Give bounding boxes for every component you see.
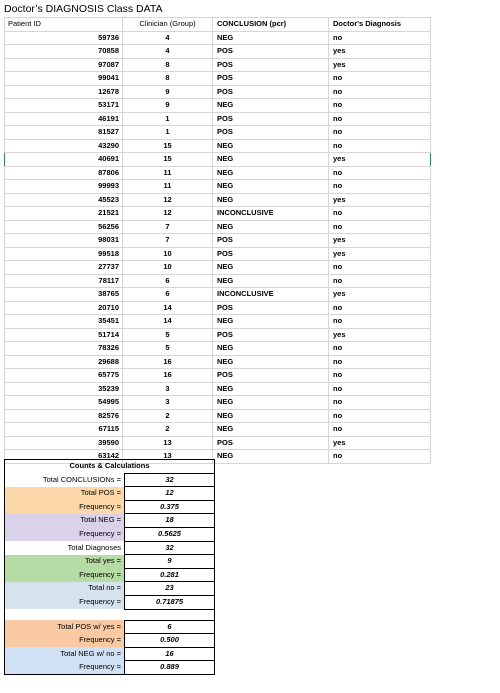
total-pos-value[interactable]: 12 [125, 487, 215, 501]
cell-conclusion[interactable]: NEG [213, 220, 329, 234]
total-neg-value[interactable]: 18 [125, 514, 215, 528]
pos-with-yes-value[interactable]: 6 [125, 620, 215, 634]
table-row [5, 207, 431, 221]
neg-with-no-value[interactable]: 16 [125, 647, 215, 661]
cell-conclusion[interactable]: POS [213, 436, 329, 450]
total-diagnoses-label: Total Diagnoses [5, 541, 125, 555]
cell-diagnosis[interactable]: no [329, 166, 431, 180]
cell-clinician[interactable]: 9 [123, 85, 213, 99]
cell-diagnosis[interactable]: yes [329, 58, 431, 72]
pos-with-yes-label: Total POS w/ yes = [5, 620, 125, 634]
cell-patient-id[interactable]: 98031 [5, 234, 123, 248]
cell-patient-id[interactable]: 70858 [5, 45, 123, 59]
cell-diagnosis[interactable]: no [329, 369, 431, 383]
table-row [5, 85, 431, 99]
cell-clinician[interactable]: 2 [123, 409, 213, 423]
cell-patient-id[interactable]: 99993 [5, 180, 123, 194]
cell-conclusion[interactable]: INCONCLUSIVE [213, 288, 329, 302]
cell-diagnosis[interactable]: no [329, 423, 431, 437]
no-frequency-value[interactable]: 0.71875 [125, 595, 215, 609]
cell-conclusion[interactable]: POS [213, 45, 329, 59]
cell-patient-id[interactable]: 63142 [5, 450, 123, 464]
cell-conclusion[interactable]: NEG [213, 31, 329, 45]
table-row [5, 301, 431, 315]
cell-clinician[interactable]: 12 [123, 193, 213, 207]
cell-patient-id[interactable]: 45523 [5, 193, 123, 207]
cell-conclusion[interactable]: INCONCLUSIVE [213, 207, 329, 221]
cell-patient-id[interactable]: 29688 [5, 355, 123, 369]
header-patient-id[interactable]: Patient ID [5, 18, 123, 32]
total-conclusions-value[interactable]: 32 [125, 473, 215, 487]
cell-diagnosis[interactable]: yes [329, 436, 431, 450]
cell-patient-id[interactable]: 87806 [5, 166, 123, 180]
table-row [5, 328, 431, 342]
cell-diagnosis[interactable]: no [329, 139, 431, 153]
cell-conclusion[interactable]: NEG [213, 99, 329, 113]
cell-clinician[interactable]: 7 [123, 234, 213, 248]
cell-diagnosis[interactable]: yes [329, 247, 431, 261]
cell-clinician[interactable]: 13 [123, 450, 213, 464]
header-diagnosis[interactable]: Doctor's Diagnosis [329, 18, 431, 32]
table-row [5, 126, 431, 140]
cell-clinician[interactable]: 6 [123, 288, 213, 302]
header-conclusion[interactable]: CONCLUSION (pcr) [213, 18, 329, 32]
cell-clinician[interactable]: 11 [123, 180, 213, 194]
cell-conclusion[interactable]: NEG [213, 193, 329, 207]
table-row [5, 99, 431, 113]
neg-frequency-label: Frequency = [5, 527, 125, 541]
cell-clinician[interactable]: 2 [123, 423, 213, 437]
cell-clinician[interactable]: 1 [123, 126, 213, 140]
neg-with-no-label: Total NEG w/ no = [5, 647, 125, 661]
table-row [5, 31, 431, 45]
table-row [5, 153, 431, 167]
cell-patient-id[interactable]: 35239 [5, 382, 123, 396]
cell-clinician[interactable]: 14 [123, 315, 213, 329]
cell-patient-id[interactable]: 40691 [5, 153, 123, 167]
cell-conclusion[interactable]: NEG [213, 396, 329, 410]
sheet-title: Doctor’s DIAGNOSIS Class DATA [4, 3, 163, 15]
cell-conclusion[interactable]: POS [213, 301, 329, 315]
spacer-row [5, 609, 215, 620]
cell-conclusion[interactable]: NEG [213, 315, 329, 329]
table-row [5, 58, 431, 72]
table-row [5, 409, 431, 423]
yes-frequency-label: Frequency = [5, 568, 125, 582]
cell-clinician[interactable]: 10 [123, 261, 213, 275]
cell-patient-id[interactable]: 67115 [5, 423, 123, 437]
patient-table [4, 17, 431, 464]
cell-conclusion[interactable]: NEG [213, 450, 329, 464]
table-row [5, 315, 431, 329]
cell-clinician[interactable]: 4 [123, 45, 213, 59]
cell-diagnosis[interactable]: no [329, 396, 431, 410]
cell-conclusion[interactable]: NEG [213, 139, 329, 153]
cell-diagnosis[interactable]: no [329, 274, 431, 288]
cell-patient-id[interactable]: 78117 [5, 274, 123, 288]
cell-clinician[interactable]: 5 [123, 342, 213, 356]
total-no-value[interactable]: 23 [125, 582, 215, 596]
cell-clinician[interactable]: 14 [123, 301, 213, 315]
pos-yes-frequency-label: Frequency = [5, 634, 125, 648]
table-row [5, 193, 431, 207]
cell-clinician[interactable]: 6 [123, 274, 213, 288]
cell-patient-id[interactable]: 12678 [5, 85, 123, 99]
no-frequency-label: Frequency = [5, 595, 125, 609]
cell-patient-id[interactable]: 81527 [5, 126, 123, 140]
total-yes-value[interactable]: 9 [125, 555, 215, 569]
cell-clinician[interactable]: 3 [123, 382, 213, 396]
yes-frequency-value[interactable]: 0.281 [125, 568, 215, 582]
cell-patient-id[interactable]: 39590 [5, 436, 123, 450]
calc-heading: Counts & Calculations [5, 460, 215, 474]
cell-diagnosis[interactable]: no [329, 382, 431, 396]
cell-patient-id[interactable]: 65775 [5, 369, 123, 383]
total-conclusions-label: Total CONCLUSIONs = [5, 473, 125, 487]
cell-clinician[interactable]: 8 [123, 72, 213, 86]
cell-conclusion[interactable]: POS [213, 58, 329, 72]
cell-conclusion[interactable]: POS [213, 234, 329, 248]
cell-clinician[interactable]: 3 [123, 396, 213, 410]
cell-diagnosis[interactable]: no [329, 85, 431, 99]
cell-clinician[interactable]: 13 [123, 436, 213, 450]
cell-patient-id[interactable]: 99041 [5, 72, 123, 86]
table-row [5, 274, 431, 288]
table-row [5, 166, 431, 180]
cell-diagnosis[interactable]: no [329, 355, 431, 369]
cell-clinician[interactable]: 4 [123, 31, 213, 45]
neg-frequency-value[interactable]: 0.5625 [125, 527, 215, 541]
cell-diagnosis[interactable]: no [329, 31, 431, 45]
table-row [5, 220, 431, 234]
cell-diagnosis[interactable]: no [329, 315, 431, 329]
cell-conclusion[interactable]: NEG [213, 382, 329, 396]
cell-patient-id[interactable]: 82576 [5, 409, 123, 423]
cell-clinician[interactable]: 1 [123, 112, 213, 126]
table-row [5, 112, 431, 126]
cell-patient-id[interactable]: 38765 [5, 288, 123, 302]
cell-clinician[interactable]: 7 [123, 220, 213, 234]
cell-diagnosis[interactable]: yes [329, 328, 431, 342]
pos-frequency-label: Frequency = [5, 500, 125, 514]
cell-patient-id[interactable]: 21521 [5, 207, 123, 221]
cell-conclusion[interactable]: NEG [213, 166, 329, 180]
neg-no-frequency-value[interactable]: 0.889 [125, 661, 215, 675]
total-no-label: Total no = [5, 582, 125, 596]
table-row [5, 369, 431, 383]
table-row [5, 72, 431, 86]
cell-conclusion[interactable]: NEG [213, 409, 329, 423]
table-row [5, 234, 431, 248]
cell-clinician[interactable]: 11 [123, 166, 213, 180]
cell-diagnosis[interactable]: no [329, 220, 431, 234]
cell-conclusion[interactable]: NEG [213, 342, 329, 356]
cell-patient-id[interactable]: 97087 [5, 58, 123, 72]
cell-patient-id[interactable]: 35451 [5, 315, 123, 329]
header-row [5, 18, 431, 32]
header-clinician[interactable]: Clinician (Group) [123, 18, 213, 32]
cell-patient-id[interactable]: 27737 [5, 261, 123, 275]
cell-clinician[interactable]: 16 [123, 369, 213, 383]
cell-conclusion[interactable]: POS [213, 247, 329, 261]
table-row [5, 396, 431, 410]
cell-clinician[interactable]: 12 [123, 207, 213, 221]
total-diagnoses-value[interactable]: 32 [125, 541, 215, 555]
table-row [5, 342, 431, 356]
pos-yes-frequency-value[interactable]: 0.500 [125, 634, 215, 648]
cell-conclusion[interactable]: POS [213, 328, 329, 342]
total-pos-label: Total POS = [5, 487, 125, 501]
cell-patient-id[interactable]: 78326 [5, 342, 123, 356]
cell-diagnosis[interactable]: yes [329, 234, 431, 248]
table-row [5, 45, 431, 59]
total-neg-label: Total NEG = [5, 514, 125, 528]
cell-diagnosis[interactable]: no [329, 99, 431, 113]
cell-patient-id[interactable]: 59736 [5, 31, 123, 45]
pos-frequency-value[interactable]: 0.375 [125, 500, 215, 514]
cell-patient-id[interactable]: 53171 [5, 99, 123, 113]
cell-patient-id[interactable]: 51714 [5, 328, 123, 342]
cell-conclusion[interactable]: NEG [213, 423, 329, 437]
cell-diagnosis[interactable]: yes [329, 45, 431, 59]
cell-patient-id[interactable]: 20710 [5, 301, 123, 315]
cell-patient-id[interactable]: 54995 [5, 396, 123, 410]
cell-conclusion[interactable]: NEG [213, 274, 329, 288]
cell-clinician[interactable]: 8 [123, 58, 213, 72]
cell-diagnosis[interactable]: no [329, 72, 431, 86]
cell-patient-id[interactable]: 56256 [5, 220, 123, 234]
table-body [5, 31, 431, 463]
neg-no-frequency-label: Frequency = [5, 661, 125, 675]
table-row [5, 139, 431, 153]
cell-patient-id[interactable]: 46191 [5, 112, 123, 126]
table-row [5, 382, 431, 396]
cell-diagnosis[interactable]: yes [329, 153, 431, 167]
cell-conclusion[interactable]: POS [213, 85, 329, 99]
cell-conclusion[interactable]: NEG [213, 180, 329, 194]
cell-diagnosis[interactable]: no [329, 261, 431, 275]
table-row [5, 261, 431, 275]
counts-calculations-table [4, 459, 215, 675]
cell-patient-id[interactable]: 99518 [5, 247, 123, 261]
table-row [5, 180, 431, 194]
cell-diagnosis[interactable]: no [329, 342, 431, 356]
cell-clinician[interactable]: 9 [123, 99, 213, 113]
cell-diagnosis[interactable]: no [329, 207, 431, 221]
cell-clinician[interactable]: 15 [123, 153, 213, 167]
cell-clinician[interactable]: 5 [123, 328, 213, 342]
cell-diagnosis[interactable]: no [329, 301, 431, 315]
total-yes-label: Total yes = [5, 555, 125, 569]
cell-diagnosis[interactable]: no [329, 126, 431, 140]
cell-conclusion[interactable]: NEG [213, 261, 329, 275]
cell-clinician[interactable]: 10 [123, 247, 213, 261]
cell-diagnosis[interactable]: no [329, 409, 431, 423]
cell-clinician[interactable]: 16 [123, 355, 213, 369]
cell-diagnosis[interactable]: no [329, 112, 431, 126]
cell-conclusion[interactable]: NEG [213, 153, 329, 167]
table-row [5, 355, 431, 369]
table-row [5, 423, 431, 437]
cell-conclusion[interactable]: POS [213, 72, 329, 86]
table-row [5, 247, 431, 261]
cell-patient-id[interactable]: 43290 [5, 139, 123, 153]
cell-conclusion[interactable]: POS [213, 126, 329, 140]
cell-diagnosis[interactable]: no [329, 450, 431, 464]
cell-conclusion[interactable]: POS [213, 369, 329, 383]
cell-diagnosis[interactable]: yes [329, 193, 431, 207]
table-row [5, 436, 431, 450]
cell-conclusion[interactable]: NEG [213, 355, 329, 369]
cell-conclusion[interactable]: POS [213, 112, 329, 126]
table-row [5, 288, 431, 302]
cell-clinician[interactable]: 15 [123, 139, 213, 153]
cell-diagnosis[interactable]: yes [329, 288, 431, 302]
cell-diagnosis[interactable]: no [329, 180, 431, 194]
